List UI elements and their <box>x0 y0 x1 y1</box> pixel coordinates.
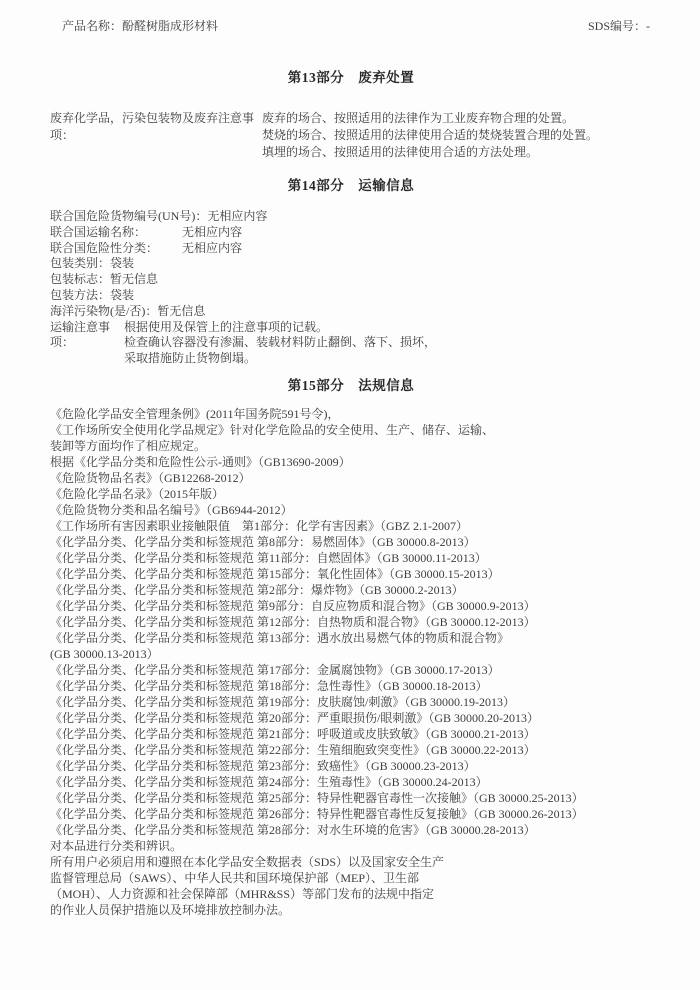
transport-row-packing-mark <box>50 272 652 288</box>
waste-disposal-section <box>50 110 652 161</box>
transport-row-value: 袋装 <box>110 287 135 302</box>
transport-info-section <box>50 209 652 367</box>
regulation-line: 《化学品分类、化学品分类和标签规范 第11部分：自燃固体》（GB 30000.11-2013） <box>50 550 487 565</box>
transport-row-label: 包装方法： <box>50 287 111 302</box>
section-14-title: 第14部分 运输信息 <box>287 178 415 193</box>
regulation-line: 监督管理总局（SAWS）、中华人民共和国环境保护部（MEP）、卫生部 <box>50 870 420 885</box>
regulation-line: 《危险货物分类和品名编号》（GB6944-2012） <box>50 502 293 517</box>
transport-row-value: 暂无信息 <box>157 303 206 318</box>
waste-disposal-line: 填埋的场合、按照适用的法律使用合适的方法处理。 <box>262 145 539 159</box>
regulation-line: 《化学品分类、化学品分类和标签规范 第19部分：皮肤腐蚀/刺激》（GB 30000.19-2013） <box>50 694 516 709</box>
transport-row-value: 暂无信息 <box>110 272 159 287</box>
regulation-line: 《化学品分类、化学品分类和标签规范 第18部分：急性毒性》（GB 30000.18-2013） <box>50 678 488 693</box>
transport-notes <box>124 320 436 367</box>
regulation-line: (GB 30000.13-2013） <box>50 646 159 661</box>
regulation-line: 《化学品分类、化学品分类和标签规范 第20部分：严重眼损伤/眼刺激》（GB 30000.20-2013） <box>50 710 540 725</box>
regulation-line: 对本品进行分类和辨识。 <box>50 838 183 853</box>
regulation-line: 《工作场所安全使用化学品规定》针对化学危险品的安全使用、生产、储存、运输、 <box>50 422 495 437</box>
transport-row-packing-method <box>50 288 652 304</box>
transport-row-value: 无相应内容 <box>182 224 243 239</box>
transport-row-label: 联合国危险性分类： <box>50 240 159 255</box>
regulation-line: 《化学品分类、化学品分类和标签规范 第22部分：生殖细胞致突变性》（GB 30000.22-2013） <box>50 742 536 757</box>
regulation-line: 《化学品分类、化学品分类和标签规范 第9部分：自反应物质和混合物》（GB 30000.9-2013） <box>50 598 536 613</box>
waste-disposal-line: 废弃的场合、按照适用的法律作为工业废弃物合理的处置。 <box>262 111 575 125</box>
regulation-line: 的作业人员保护措施以及环境排放控制办法。 <box>50 902 291 917</box>
waste-disposal-line: 焚烧的场合、按照适用的法律使用合适的焚烧装置合理的处置。 <box>262 128 599 142</box>
regulation-line: 所有用户必须启用和遵照在本化学品安全数据表（SDS）以及国家安全生产 <box>50 854 445 869</box>
regulation-line: 《化学品分类、化学品分类和标签规范 第13部分：遇水放出易燃气体的物质和混合物》 <box>50 630 510 645</box>
transport-note-line: 根据使用及保管上的注意事项的记载。 <box>124 319 329 334</box>
transport-row-hazard-class <box>50 241 652 257</box>
regulation-line: 《化学品分类、化学品分类和标签规范 第26部分：特异性靶器官毒性反复接触》（GB 30000.26-2013） <box>50 806 584 821</box>
regulation-line: 《危险化学品名录》（2015年版） <box>50 486 225 501</box>
transport-row-un-number <box>50 209 652 225</box>
regulation-line: 《化学品分类、化学品分类和标签规范 第25部分：特异性靶器官毒性一次接触》（GB 30000.25-2013） <box>50 790 584 805</box>
regulation-line: 《化学品分类、化学品分类和标签规范 第21部分：呼吸道或皮肤致敏》（GB 30000.21-2013） <box>50 726 536 741</box>
regulation-line: 《化学品分类、化学品分类和标签规范 第23部分：致癌性》（GB 30000.23-2013） <box>50 758 476 773</box>
product-name: 产品名称：酚醛树脂成形材料 <box>62 19 219 33</box>
regulation-line: 装卸等方面均作了相应规定。 <box>50 438 207 453</box>
sds-number: SDS编号：- <box>587 19 650 33</box>
transport-row-marine-pollutant <box>50 304 652 320</box>
transport-row-packing-group <box>50 256 652 272</box>
regulation-line: 《化学品分类、化学品分类和标签规范 第15部分：氧化性固体》（GB 30000.15-2013） <box>50 566 500 581</box>
transport-row-shipping-name <box>50 225 652 241</box>
transport-notes-row <box>50 320 652 367</box>
regulatory-info-section <box>50 406 652 918</box>
regulation-line: 《化学品分类、化学品分类和标签规范 第2部分：爆炸物》（GB 30000.2-2013） <box>50 582 464 597</box>
regulation-line: 《化学品分类、化学品分类和标签规范 第17部分：金属腐蚀物》（GB 30000.17-2013） <box>50 662 500 677</box>
transport-row-label: 海洋污染物(是/否)： <box>50 303 158 318</box>
section-15-title: 第15部分 法规信息 <box>287 377 415 393</box>
transport-notes-label: 运输注意事项： <box>50 319 111 350</box>
transport-row-label: 联合国危险货物编号(UN号)： <box>50 209 208 223</box>
waste-disposal-label: 废弃化学品，污染包装物及废弃注意事项： <box>50 111 255 142</box>
regulation-line: 《化学品分类、化学品分类和标签规范 第24部分：生殖毒性》（GB 30000.24-2013） <box>50 774 488 789</box>
regulation-line: 《化学品分类、化学品分类和标签规范 第12部分：自热物质和混合物》（GB 30000.12-2013） <box>50 614 536 629</box>
transport-row-label: 包装类别： <box>50 256 111 271</box>
regulation-line: 《工作场所有害因素职业接触限值 第1部分：化学有害因素》（GBZ 2.1-2007） <box>50 518 468 533</box>
waste-disposal-values <box>262 110 598 161</box>
transport-row-value: 无相应内容 <box>182 240 243 255</box>
regulation-line: 《化学品分类、化学品分类和标签规范 第28部分：对水生环境的危害》（GB 30000.28-2013） <box>50 822 536 837</box>
section-13-title: 第13部分 废弃处置 <box>287 70 415 85</box>
regulation-line: 《化学品分类、化学品分类和标签规范 第8部分：易燃固体》（GB 30000.8-2013） <box>50 534 476 549</box>
regulation-line: 根据《化学品分类和危险性公示-通则》（GB13690-2009） <box>50 454 351 469</box>
transport-note-line: 检查确认容器没有渗漏、装载材料防止翻倒、落下、损坏， <box>124 335 437 350</box>
transport-row-value: 袋装 <box>110 256 135 271</box>
regulation-line: （MOH）、人力资源和社会保障部（MHR&SS）等部门发布的法规中指定 <box>50 886 435 901</box>
transport-row-value: 无相应内容 <box>207 209 268 223</box>
transport-note-line: 采取措施防止货物倒塌。 <box>124 351 257 366</box>
regulation-line: 《危险化学品安全管理条例》(2011年国务院591号令)， <box>50 406 340 421</box>
transport-row-label: 联合国运输名称： <box>50 224 147 239</box>
document-header <box>50 18 652 34</box>
transport-row-label: 包装标志： <box>50 272 111 287</box>
regulation-line: 《危险货物品名表》（GB12268-2012） <box>50 470 251 485</box>
